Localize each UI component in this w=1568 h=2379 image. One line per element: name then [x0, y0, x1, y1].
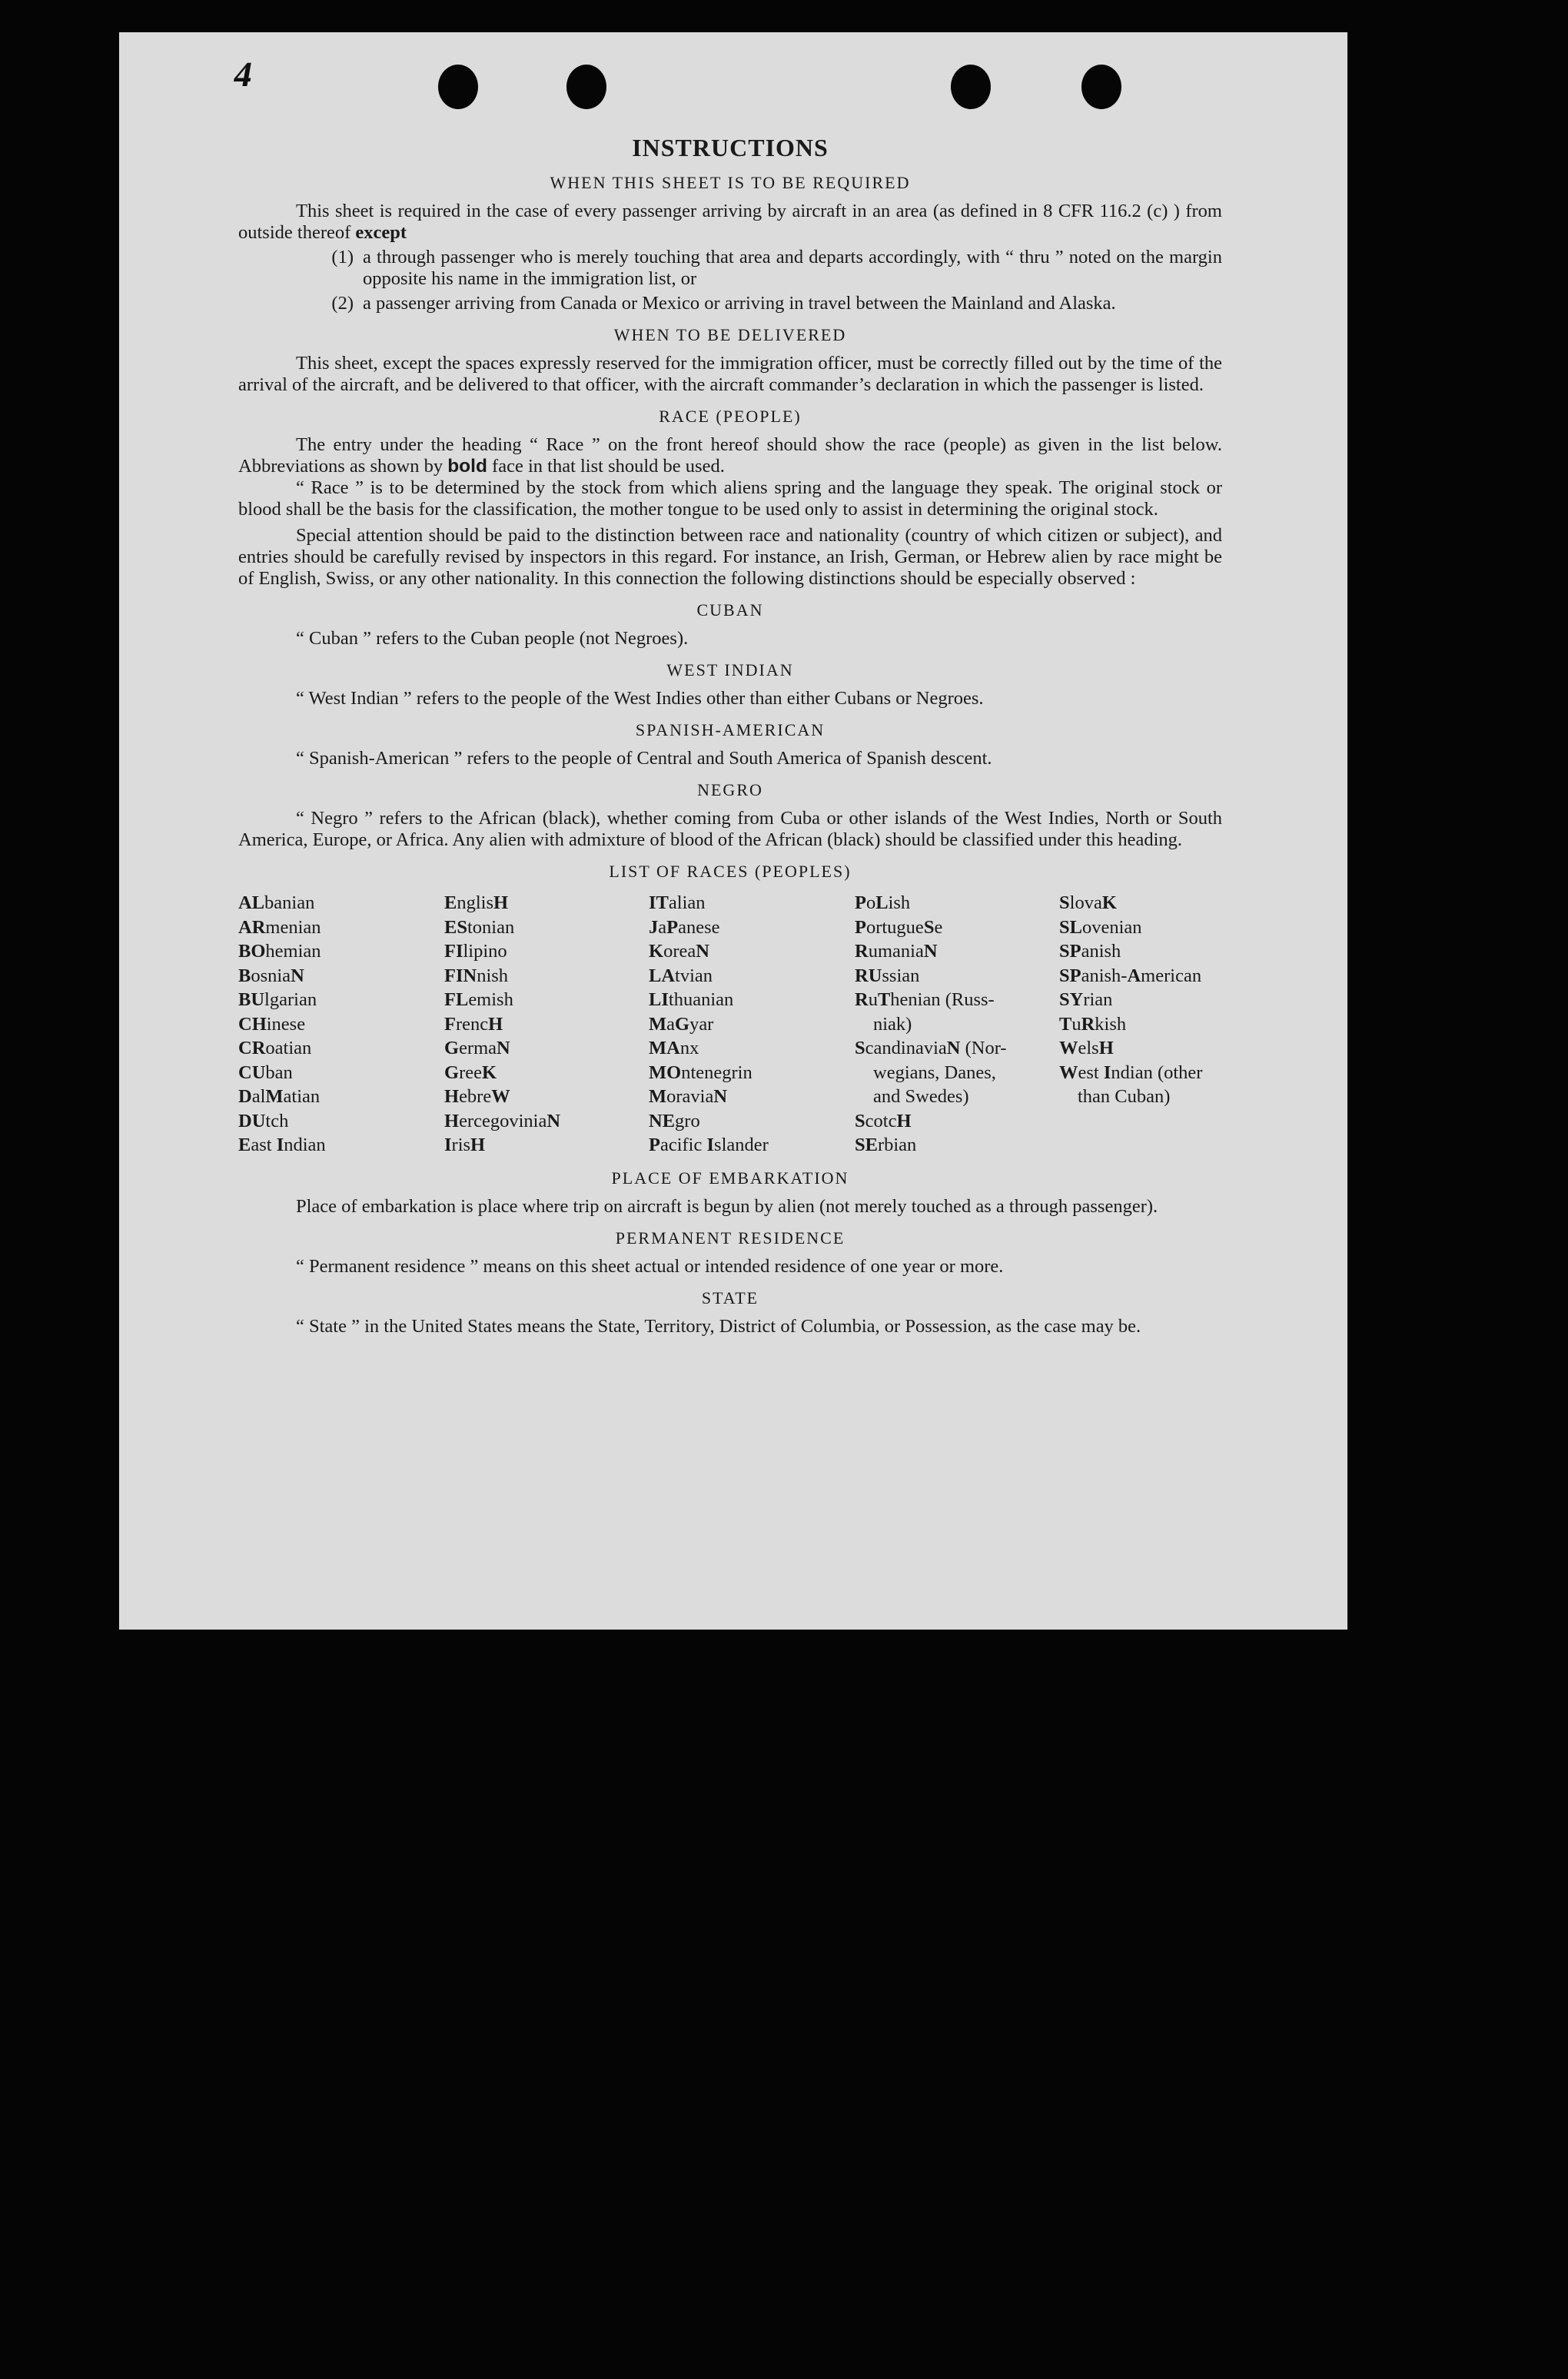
punch-hole [438, 65, 478, 109]
race-entry: PoLish [855, 892, 911, 913]
paragraph: This sheet is required in the case of every passenger arriving by aircraft in an area (as defined in 8 CFR 116.2 (c) ) from outside thereof except [238, 201, 1222, 243]
race-entry: KoreaN [649, 941, 709, 962]
race-entry: FINnish [444, 965, 509, 986]
race-entry: IrisH [444, 1135, 486, 1155]
race-entry: HercegoviniaN [444, 1110, 561, 1131]
races-column [1059, 891, 1222, 1158]
paragraph: “ Permanent residence ” means on this sheet actual or intended residence of one year or more. [296, 1255, 1004, 1277]
race-entry: ScotcH [855, 1110, 912, 1131]
race-entry: FLemish [444, 989, 513, 1010]
paragraph: “ Cuban ” refers to the Cuban people (not Negroes). [296, 628, 689, 649]
race-entry: and Swedes) [873, 1086, 969, 1107]
race-entry: FIlipino [444, 941, 507, 962]
race-entry: CHinese [238, 1013, 306, 1035]
race-entry: PortugueSe [855, 916, 943, 938]
race-entry: FrencH [444, 1013, 503, 1035]
section-heading: PERMANENT RESIDENCE [615, 1228, 845, 1248]
paragraph: “ West Indian ” refers to the people of the West Indies other than either Cubans or Negroes. [296, 688, 984, 709]
paragraph: The entry under the heading “ Race ” on the front hereof should show the race (people) as given in the list below. Abbreviations as shown by bold face in that list should be used. [238, 434, 1222, 477]
races-list [238, 891, 1222, 1158]
section-heading: NEGRO [697, 780, 763, 799]
race-entry: SErbian [855, 1135, 917, 1155]
race-entry: ScandinaviaN (Nor- [855, 1038, 1007, 1058]
race-entry: RUssian [855, 965, 920, 986]
race-entry: SLovenian [1059, 916, 1142, 938]
paragraph: “ Spanish-American ” refers to the people of Central and South America of Spanish descent. [296, 748, 992, 769]
race-entry: MAnx [649, 1038, 699, 1058]
paragraph: Special attention should be paid to the distinction between race and nationality (country of which citizen or subject), and entries should be carefully revised by inspectors in this regard. For instance, an Irish, German, or Hebrew alien by race might be of English, Swiss, or any other nationality. In this connection the following distinctions should be especially observed : [238, 525, 1222, 589]
page-title: INSTRUCTIONS [632, 134, 829, 161]
race-entry: than Cuban) [1078, 1086, 1171, 1107]
races-column [238, 891, 444, 1158]
race-entry: wegians, Danes, [873, 1062, 996, 1083]
race-entry: HebreW [444, 1086, 510, 1107]
paragraph: Place of embarkation is place where trip on aircraft is begun by alien (not merely touched as a through passenger). [296, 1195, 1158, 1217]
section-heading: WHEN THIS SHEET IS TO BE REQUIRED [550, 173, 911, 192]
punch-hole [1081, 65, 1121, 109]
race-entry: TuRkish [1059, 1013, 1127, 1035]
race-entry: GermaN [444, 1038, 510, 1058]
race-entry: JaPanese [649, 916, 720, 938]
races-column [444, 891, 649, 1158]
section-heading: PLACE OF EMBARKATION [611, 1168, 849, 1188]
section-heading: CUBAN [696, 600, 764, 620]
instruction-sheet [119, 32, 1347, 1630]
race-entry: ITalian [649, 892, 706, 913]
race-entry: CRoatian [238, 1038, 312, 1058]
section-heading: STATE [701, 1288, 759, 1307]
race-entry: LIthuanian [649, 989, 734, 1010]
punch-hole [566, 65, 606, 109]
list-item: (1) a through passenger who is merely touching that area and departs accordingly, with “ thru ” noted on the margin opposite his name in the immigration list, or [331, 247, 1222, 289]
race-entry: MoraviaN [649, 1086, 728, 1107]
race-entry: niak) [873, 1013, 912, 1035]
race-entry: SlovaK [1059, 892, 1117, 913]
instructions-content [238, 134, 1222, 1337]
race-entry: MOntenegrin [649, 1062, 752, 1083]
section-heading: LIST OF RACES (PEOPLES) [609, 862, 852, 881]
races-column [649, 891, 855, 1158]
section-heading: RACE (PEOPLE) [659, 407, 802, 426]
race-entry: East Indian [238, 1135, 326, 1155]
race-entry: LAtvian [649, 965, 713, 986]
race-entry: SPanish [1059, 941, 1121, 962]
race-entry: BosniaN [238, 965, 304, 986]
race-entry: ARmenian [238, 916, 321, 938]
paragraph: This sheet, except the spaces expressly reserved for the immigration officer, must be correctly filled out by the time of the arrival of the aircraft, and be delivered to that officer, with the aircraft commander’s declaration in which the passenger is listed. [238, 353, 1222, 395]
race-entry: NEgro [649, 1110, 700, 1131]
punch-hole [951, 65, 991, 109]
race-entry: GreeK [444, 1062, 497, 1083]
handwritten-page-number: 4 [231, 55, 256, 94]
race-entry: BUlgarian [238, 989, 317, 1010]
race-entry: SPanish-American [1059, 965, 1202, 986]
race-entry: DUtch [238, 1110, 289, 1131]
race-entry: ALbanian [238, 892, 315, 913]
paragraph: “ Negro ” refers to the African (black), whether coming from Cuba or other islands of the West Indies, North or South America, Europe, or Africa. Any alien with admixture of blood of the African (black) should be classified under this heading. [238, 808, 1222, 850]
race-entry: MaGyar [649, 1013, 714, 1035]
race-entry: EnglisH [444, 892, 509, 913]
race-entry: BOhemian [238, 941, 321, 962]
race-entry: West Indian (other [1059, 1062, 1203, 1083]
race-entry: RumaniaN [855, 941, 938, 962]
race-entry: WelsH [1059, 1038, 1114, 1058]
race-entry: CUban [238, 1062, 293, 1083]
section-heading: SPANISH-AMERICAN [635, 720, 826, 739]
paragraph: “ State ” in the United States means the State, Territory, District of Columbia, or Possession, as the case may be. [296, 1315, 1141, 1337]
paragraph: “ Race ” is to be determined by the stock from which aliens spring and the language they speak. The original stock or blood shall be the basis for the classification, the mother tongue to be used only to assist in determining the original stock. [238, 477, 1222, 520]
race-entry: DalMatian [238, 1086, 321, 1107]
section-heading: WEST INDIAN [666, 660, 794, 679]
race-entry: Pacific Islander [649, 1135, 769, 1155]
race-entry: SYrian [1059, 989, 1113, 1010]
section-heading: WHEN TO BE DELIVERED [613, 325, 847, 344]
races-column [855, 891, 1059, 1158]
race-entry: RuThenian (Russ- [855, 989, 995, 1010]
list-item: (2) a passenger arriving from Canada or Mexico or arriving in travel between the Mainland and Alaska. [331, 293, 1116, 314]
race-entry: EStonian [444, 916, 515, 938]
